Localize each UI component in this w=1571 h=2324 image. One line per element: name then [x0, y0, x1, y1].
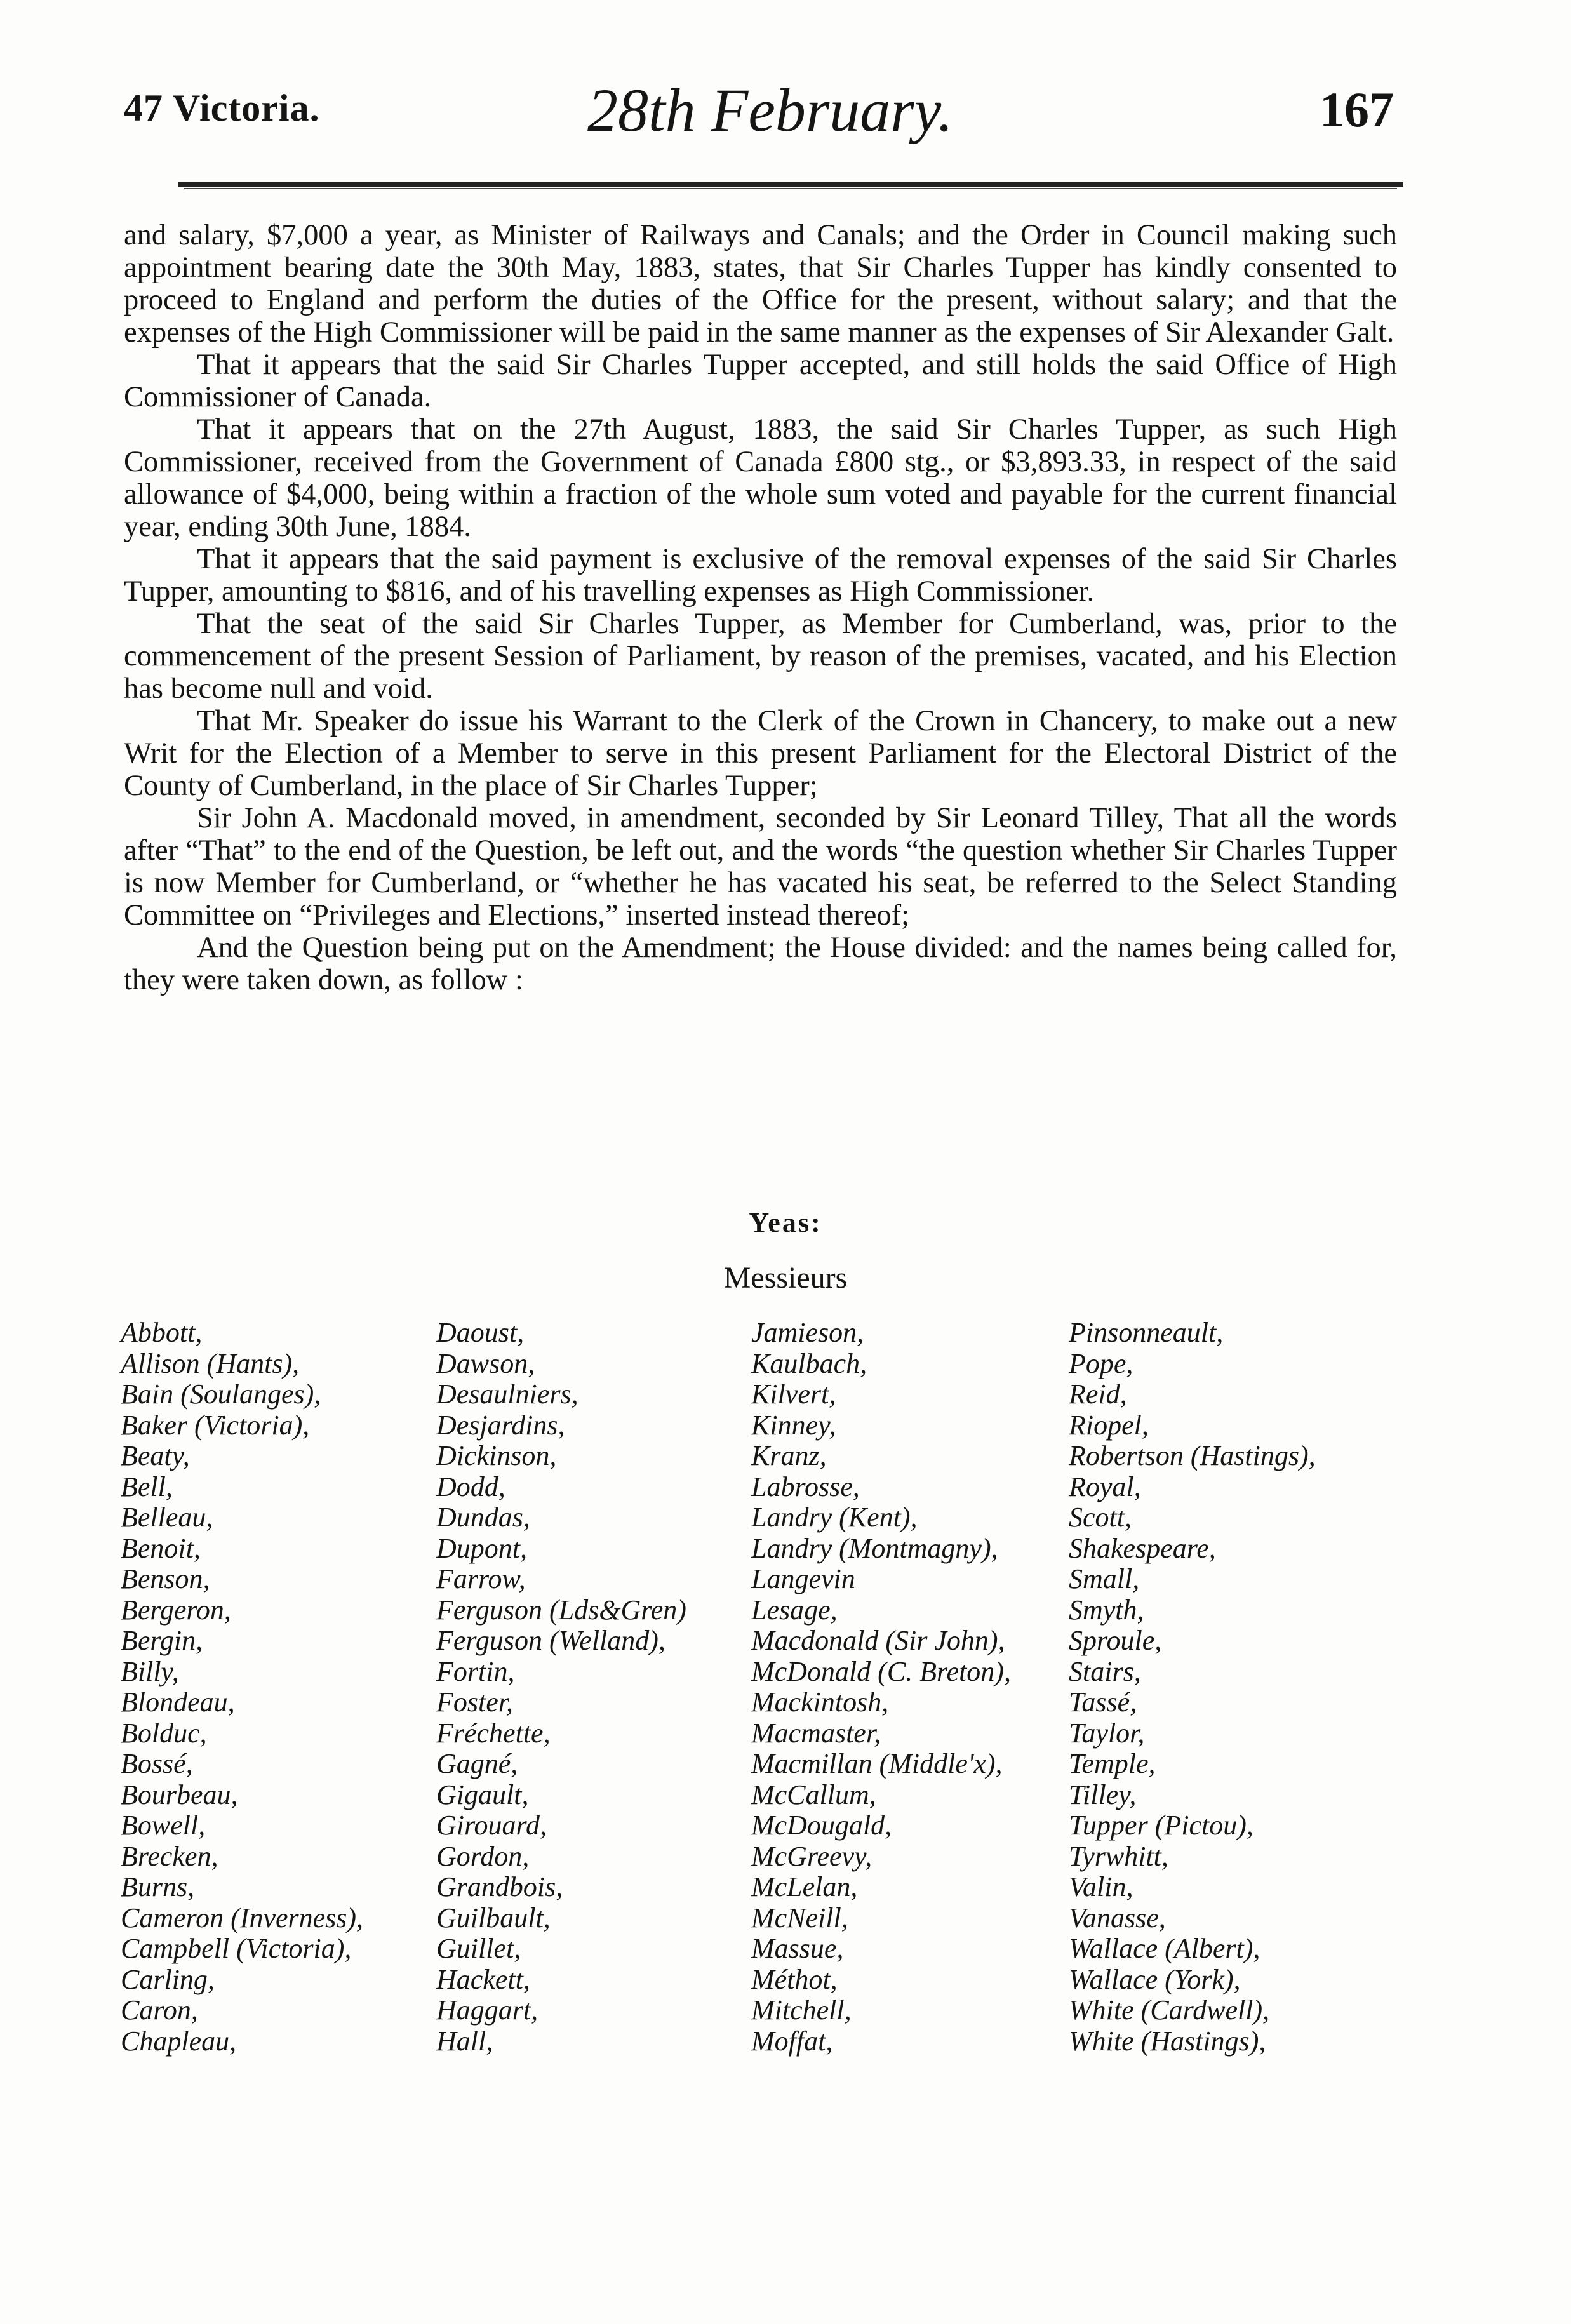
member-name: Daoust,	[436, 1317, 525, 1348]
name-column-1	[121, 1318, 363, 2057]
member-name: Bell,	[121, 1471, 173, 1502]
member-name: Kranz,	[751, 1440, 827, 1471]
member-name: Campbell (Victoria),	[121, 1933, 352, 1964]
member-name: Massue,	[751, 1933, 844, 1964]
member-name: Mitchell,	[751, 1994, 852, 2026]
member-name: McGreevy,	[751, 1840, 872, 1872]
member-name: Lesage,	[751, 1594, 838, 1626]
member-name: Royal,	[1069, 1471, 1141, 1502]
session-label: 47 Victoria.	[124, 87, 320, 129]
member-name: Valin,	[1069, 1871, 1133, 1902]
member-name: Landry (Kent),	[751, 1502, 918, 1533]
member-name: Wallace (Albert),	[1069, 1933, 1260, 1964]
member-name: Tilley,	[1069, 1779, 1137, 1810]
paragraph: Sir John A. Macdonald moved, in amendment, seconded by Sir Leonard Tilley, That all the words after “That” to the end of the Question, be left out, and the words “the question whether Sir Charles Tupper is now Member for Cumberland, or “whether he has vacated his seat, be referred to the Select Standing Committee on “Privileges and Elections,” inserted instead thereof;	[124, 802, 1397, 932]
member-name: Labrosse,	[751, 1471, 860, 1502]
member-name: Gigault,	[436, 1779, 529, 1810]
member-name: Macmillan (Middle'x),	[751, 1748, 1003, 1779]
member-name: Bain (Soulanges),	[121, 1379, 321, 1410]
name-column-3	[751, 1318, 1011, 2057]
member-name: McDonald (C. Breton),	[751, 1655, 1011, 1687]
yeas-name-list	[121, 1318, 1403, 2232]
paragraph: That it appears that the said payment is exclusive of the removal expenses of the said Sir Charles Tupper, amounting to $816, and of his travelling expenses as High Commissioner.	[124, 543, 1397, 608]
member-name: Dickinson,	[436, 1440, 557, 1471]
member-name: Beaty,	[121, 1440, 190, 1471]
member-name: Benoit,	[121, 1532, 201, 1564]
member-name: Tyrwhitt,	[1069, 1840, 1168, 1872]
member-name: Desaulniers,	[436, 1379, 578, 1410]
page-header	[124, 75, 1394, 151]
member-name: Gordon,	[436, 1840, 530, 1872]
member-name: Pinsonneault,	[1069, 1317, 1224, 1348]
member-name: Macmaster,	[751, 1717, 881, 1749]
member-name: Tupper (Pictou),	[1069, 1810, 1253, 1841]
member-name: Burns,	[121, 1871, 195, 1902]
member-name: Riopel,	[1069, 1409, 1149, 1441]
member-name: Kilvert,	[751, 1379, 836, 1410]
member-name: Chapleau,	[121, 2025, 237, 2057]
paragraph: That it appears that the said Sir Charles Tupper accepted, and still holds the said Office of High Commissioner of Canada.	[124, 349, 1397, 413]
name-column-2	[436, 1318, 686, 2057]
member-name: Allison (Hants),	[121, 1347, 300, 1379]
member-name: Bergeron,	[121, 1594, 231, 1626]
member-name: Langevin	[751, 1563, 855, 1594]
member-name: Bolduc,	[121, 1717, 207, 1749]
member-name: McLelan,	[751, 1871, 858, 1902]
member-name: Gagné,	[436, 1748, 518, 1779]
journal-text	[124, 219, 1397, 996]
member-name: Small,	[1069, 1563, 1140, 1594]
member-name: Reid,	[1069, 1379, 1127, 1410]
member-name: Carling,	[121, 1963, 215, 1995]
member-name: Foster,	[436, 1686, 513, 1718]
member-name: Landry (Montmagny),	[751, 1532, 998, 1564]
member-name: Desjardins,	[436, 1409, 565, 1441]
paragraph: That the seat of the said Sir Charles Tupper, as Member for Cumberland, was, prior to the commencement of the present Session of Parliament, by reason of the premises, vacated, and his Election has become null and void.	[124, 608, 1397, 705]
member-name: Bossé,	[121, 1748, 193, 1779]
member-name: Kaulbach,	[751, 1347, 867, 1379]
member-name: Jamieson,	[751, 1317, 864, 1348]
messieurs-heading: Messieurs	[723, 1261, 848, 1295]
member-name: Pope,	[1069, 1347, 1133, 1379]
member-name: Ferguson (Welland),	[436, 1625, 665, 1656]
member-name: Robertson (Hastings),	[1069, 1440, 1316, 1471]
member-name: McDougald,	[751, 1810, 892, 1841]
member-name: Temple,	[1069, 1748, 1156, 1779]
member-name: Caron,	[121, 1994, 198, 2026]
member-name: Brecken,	[121, 1840, 218, 1872]
member-name: Hall,	[436, 2025, 493, 2057]
member-name: Belleau,	[121, 1502, 213, 1533]
member-name: Haggart,	[436, 1994, 538, 2026]
member-name: Vanasse,	[1069, 1902, 1166, 1933]
member-name: McCallum,	[751, 1779, 876, 1810]
member-name: Girouard,	[436, 1810, 547, 1841]
member-name: Bowell,	[121, 1810, 206, 1841]
member-name: Macdonald (Sir John),	[751, 1625, 1005, 1656]
member-name: Cameron (Inverness),	[121, 1902, 364, 1933]
member-name: Dawson,	[436, 1347, 535, 1379]
member-name: Stairs,	[1069, 1655, 1141, 1687]
paragraph: and salary, $7,000 a year, as Minister of Railways and Canals; and the Order in Council making such appointment bearing date the 30th May, 1883, states, that Sir Charles Tupper has kindly consented to proceed to England and perform the duties of the Office for the present, without salary; and that the expenses of the High Commissioner will be paid in the same manner as the expenses of Sir Alexander Galt.	[124, 219, 1397, 349]
member-name: Abbott,	[121, 1317, 203, 1348]
member-name: Billy,	[121, 1655, 179, 1687]
member-name: Farrow,	[436, 1563, 526, 1594]
member-name: Tassé,	[1069, 1686, 1137, 1718]
member-name: Guillet,	[436, 1933, 521, 1964]
member-name: Moffat,	[751, 2025, 833, 2057]
member-name: Ferguson (Lds&Gren)	[436, 1594, 686, 1626]
member-name: Bergin,	[121, 1625, 203, 1656]
member-name: Dundas,	[436, 1502, 530, 1533]
member-name: Fortin,	[436, 1655, 515, 1687]
paragraph: That Mr. Speaker do issue his Warrant to the Clerk of the Crown in Chancery, to make out a new Writ for the Election of a Member to serve in this present Parliament for the Electoral District of the County of Cumberland, in the place of Sir Charles Tupper;	[124, 705, 1397, 802]
member-name: White (Hastings),	[1069, 2025, 1266, 2057]
member-name: Fréchette,	[436, 1717, 551, 1749]
member-name: Baker (Victoria),	[121, 1409, 310, 1441]
member-name: Blondeau,	[121, 1686, 235, 1718]
date-title: 28th February.	[587, 76, 953, 144]
member-name: Benson,	[121, 1563, 210, 1594]
member-name: White (Cardwell),	[1069, 1994, 1270, 2026]
member-name: Bourbeau,	[121, 1779, 238, 1810]
paragraph: And the Question being put on the Amendment; the House divided: and the names being called for, they were taken down, as follow :	[124, 932, 1397, 996]
member-name: Kinney,	[751, 1409, 836, 1441]
member-name: McNeill,	[751, 1902, 848, 1933]
yeas-heading: Yeas:	[749, 1207, 822, 1238]
header-rule-thin	[184, 188, 1397, 189]
member-name: Méthot,	[751, 1963, 838, 1995]
member-name: Grandbois,	[436, 1871, 563, 1902]
page-number: 167	[1320, 82, 1394, 137]
member-name: Dodd,	[436, 1471, 505, 1502]
member-name: Sproule,	[1069, 1625, 1162, 1656]
member-name: Guilbault,	[436, 1902, 551, 1933]
member-name: Taylor,	[1069, 1717, 1145, 1749]
member-name: Smyth,	[1069, 1594, 1144, 1626]
name-column-4	[1069, 1318, 1316, 2057]
member-name: Scott,	[1069, 1502, 1132, 1533]
member-name: Hackett,	[436, 1963, 530, 1995]
member-name: Shakespeare,	[1069, 1532, 1216, 1564]
header-rule	[178, 182, 1403, 187]
member-name: Wallace (York),	[1069, 1963, 1241, 1995]
member-name: Dupont,	[436, 1532, 527, 1564]
paragraph: That it appears that on the 27th August, 1883, the said Sir Charles Tupper, as such High Commissioner, received from the Government of Canada £800 stg., or $3,893.33, in respect of the said allowance of $4,000, being within a fraction of the whole sum voted and payable for the current financial year, ending 30th June, 1884.	[124, 413, 1397, 543]
member-name: Mackintosh,	[751, 1686, 889, 1718]
